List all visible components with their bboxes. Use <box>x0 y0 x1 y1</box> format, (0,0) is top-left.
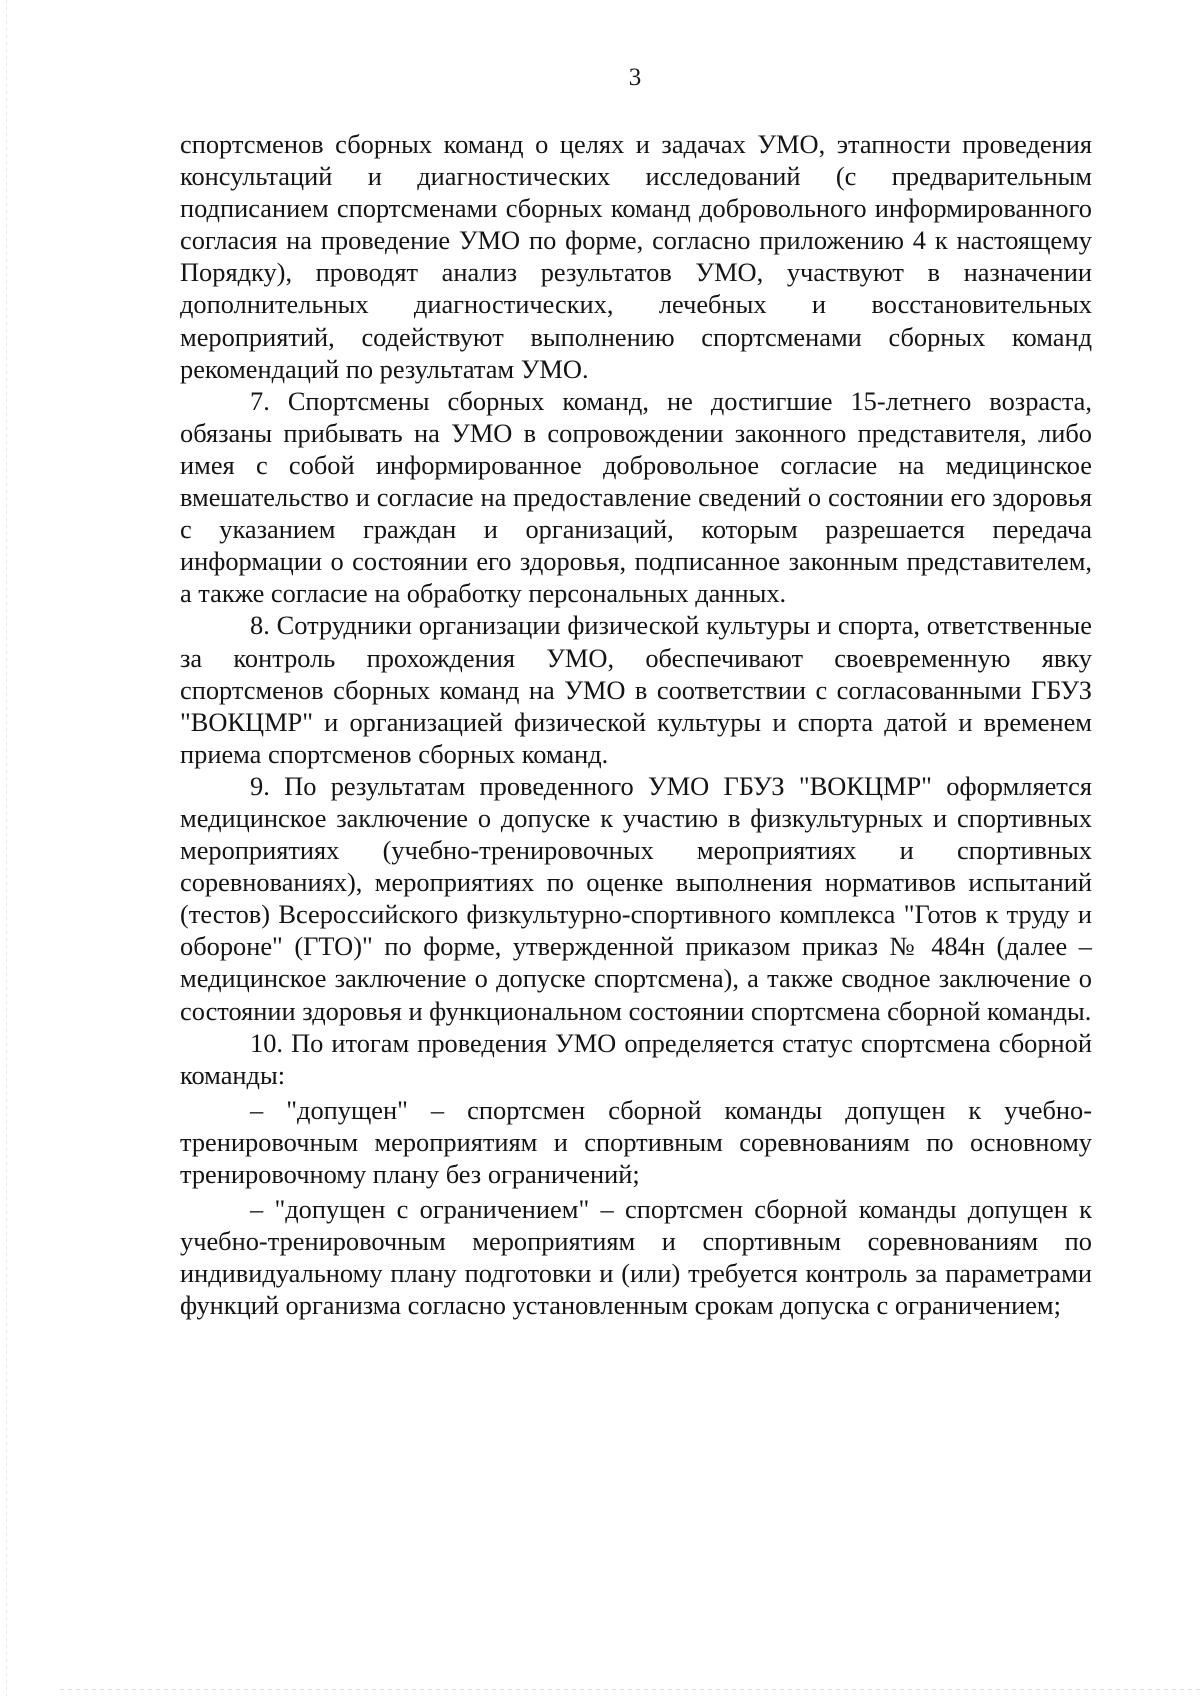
paragraph-continuation: спортсменов сборных команд о целях и задачах УМО, этапности проведения консультаций и диагностических исследований (с предварительным подписанием спортсменами сборных команд добровольного информированного согласия на проведение УМО по форме, согласно приложению 4 к настоящему Порядку), проводят анализ результатов УМО, участвуют в назначении дополнительных диагностических, лечебных и восстановительных мероприятий, содействуют выполнению спортсменами сборных команд рекомендаций по результатам УМО. <box>180 129 1092 384</box>
paragraph-item-10: 10. По итогам проведения УМО определяется статус спортсмена сборной команды: <box>180 1027 1092 1090</box>
scan-edge-bottom <box>60 1689 1200 1690</box>
paragraph-item-8: 8. Сотрудники организации физической культуры и спорта, ответственные за контроль прохождения УМО, обеспечивают своевременную явку спортсменов сборных команд на УМО в соответствии с согласованными ГБУЗ "ВОКЦМР" и организацией физической культуры и спорта датой и временем приема спортсменов сборных команд. <box>180 610 1092 769</box>
scan-edge-left <box>6 0 7 1696</box>
list-item-admitted: – "допущен" – спортсмен сборной команды допущен к учебно-тренировочным мероприятиям и спортивным соревнованиям по основному тренировочному плану без ограничений; <box>180 1094 1092 1189</box>
paragraph-item-7: 7. Спортсмены сборных команд, не достигшие 15-летнего возраста, обязаны прибывать на УМО в сопровождении законного представителя, либо имея с собой информированное добровольное согласие на медицинское вмешательство и согласие на предоставление сведений о состоянии его здоровья с указанием граждан и организаций, которым разрешается передача информации о состоянии его здоровья, подписанное законным представителем, а также согласие на обработку персональных данных. <box>180 385 1092 609</box>
paragraph-item-9: 9. По результатам проведенного УМО ГБУЗ "ВОКЦМР" оформляется медицинское заключение о допуске к участию в физкультурных и спортивных мероприятиях (учебно-тренировочных мероприятиях и спортивных соревнованиях), мероприятиях по оценке выполнения нормативов испытаний (тестов) Всероссийского физкультурно-спортивного комплекса "Готов к труду и обороне" (ГТО)" по форме, утвержденной приказом приказ № 484н (далее – медицинское заключение о допуске спортсмена), а также сводное заключение о состоянии здоровья и функциональном состоянии спортсмена сборной команды. <box>180 770 1092 1026</box>
document-body <box>180 128 1092 1321</box>
page-number: 3 <box>628 64 642 91</box>
list-item-admitted-with-restriction: – "допущен с ограничением" – спортсмен сборной команды допущен к учебно-тренировочным мероприятиям и спортивным соревнованиям по индивидуальному плану подготовки и (или) требуется контроль за параметрами функций организма согласно установленным срокам допуска с ограничением; <box>180 1194 1092 1321</box>
